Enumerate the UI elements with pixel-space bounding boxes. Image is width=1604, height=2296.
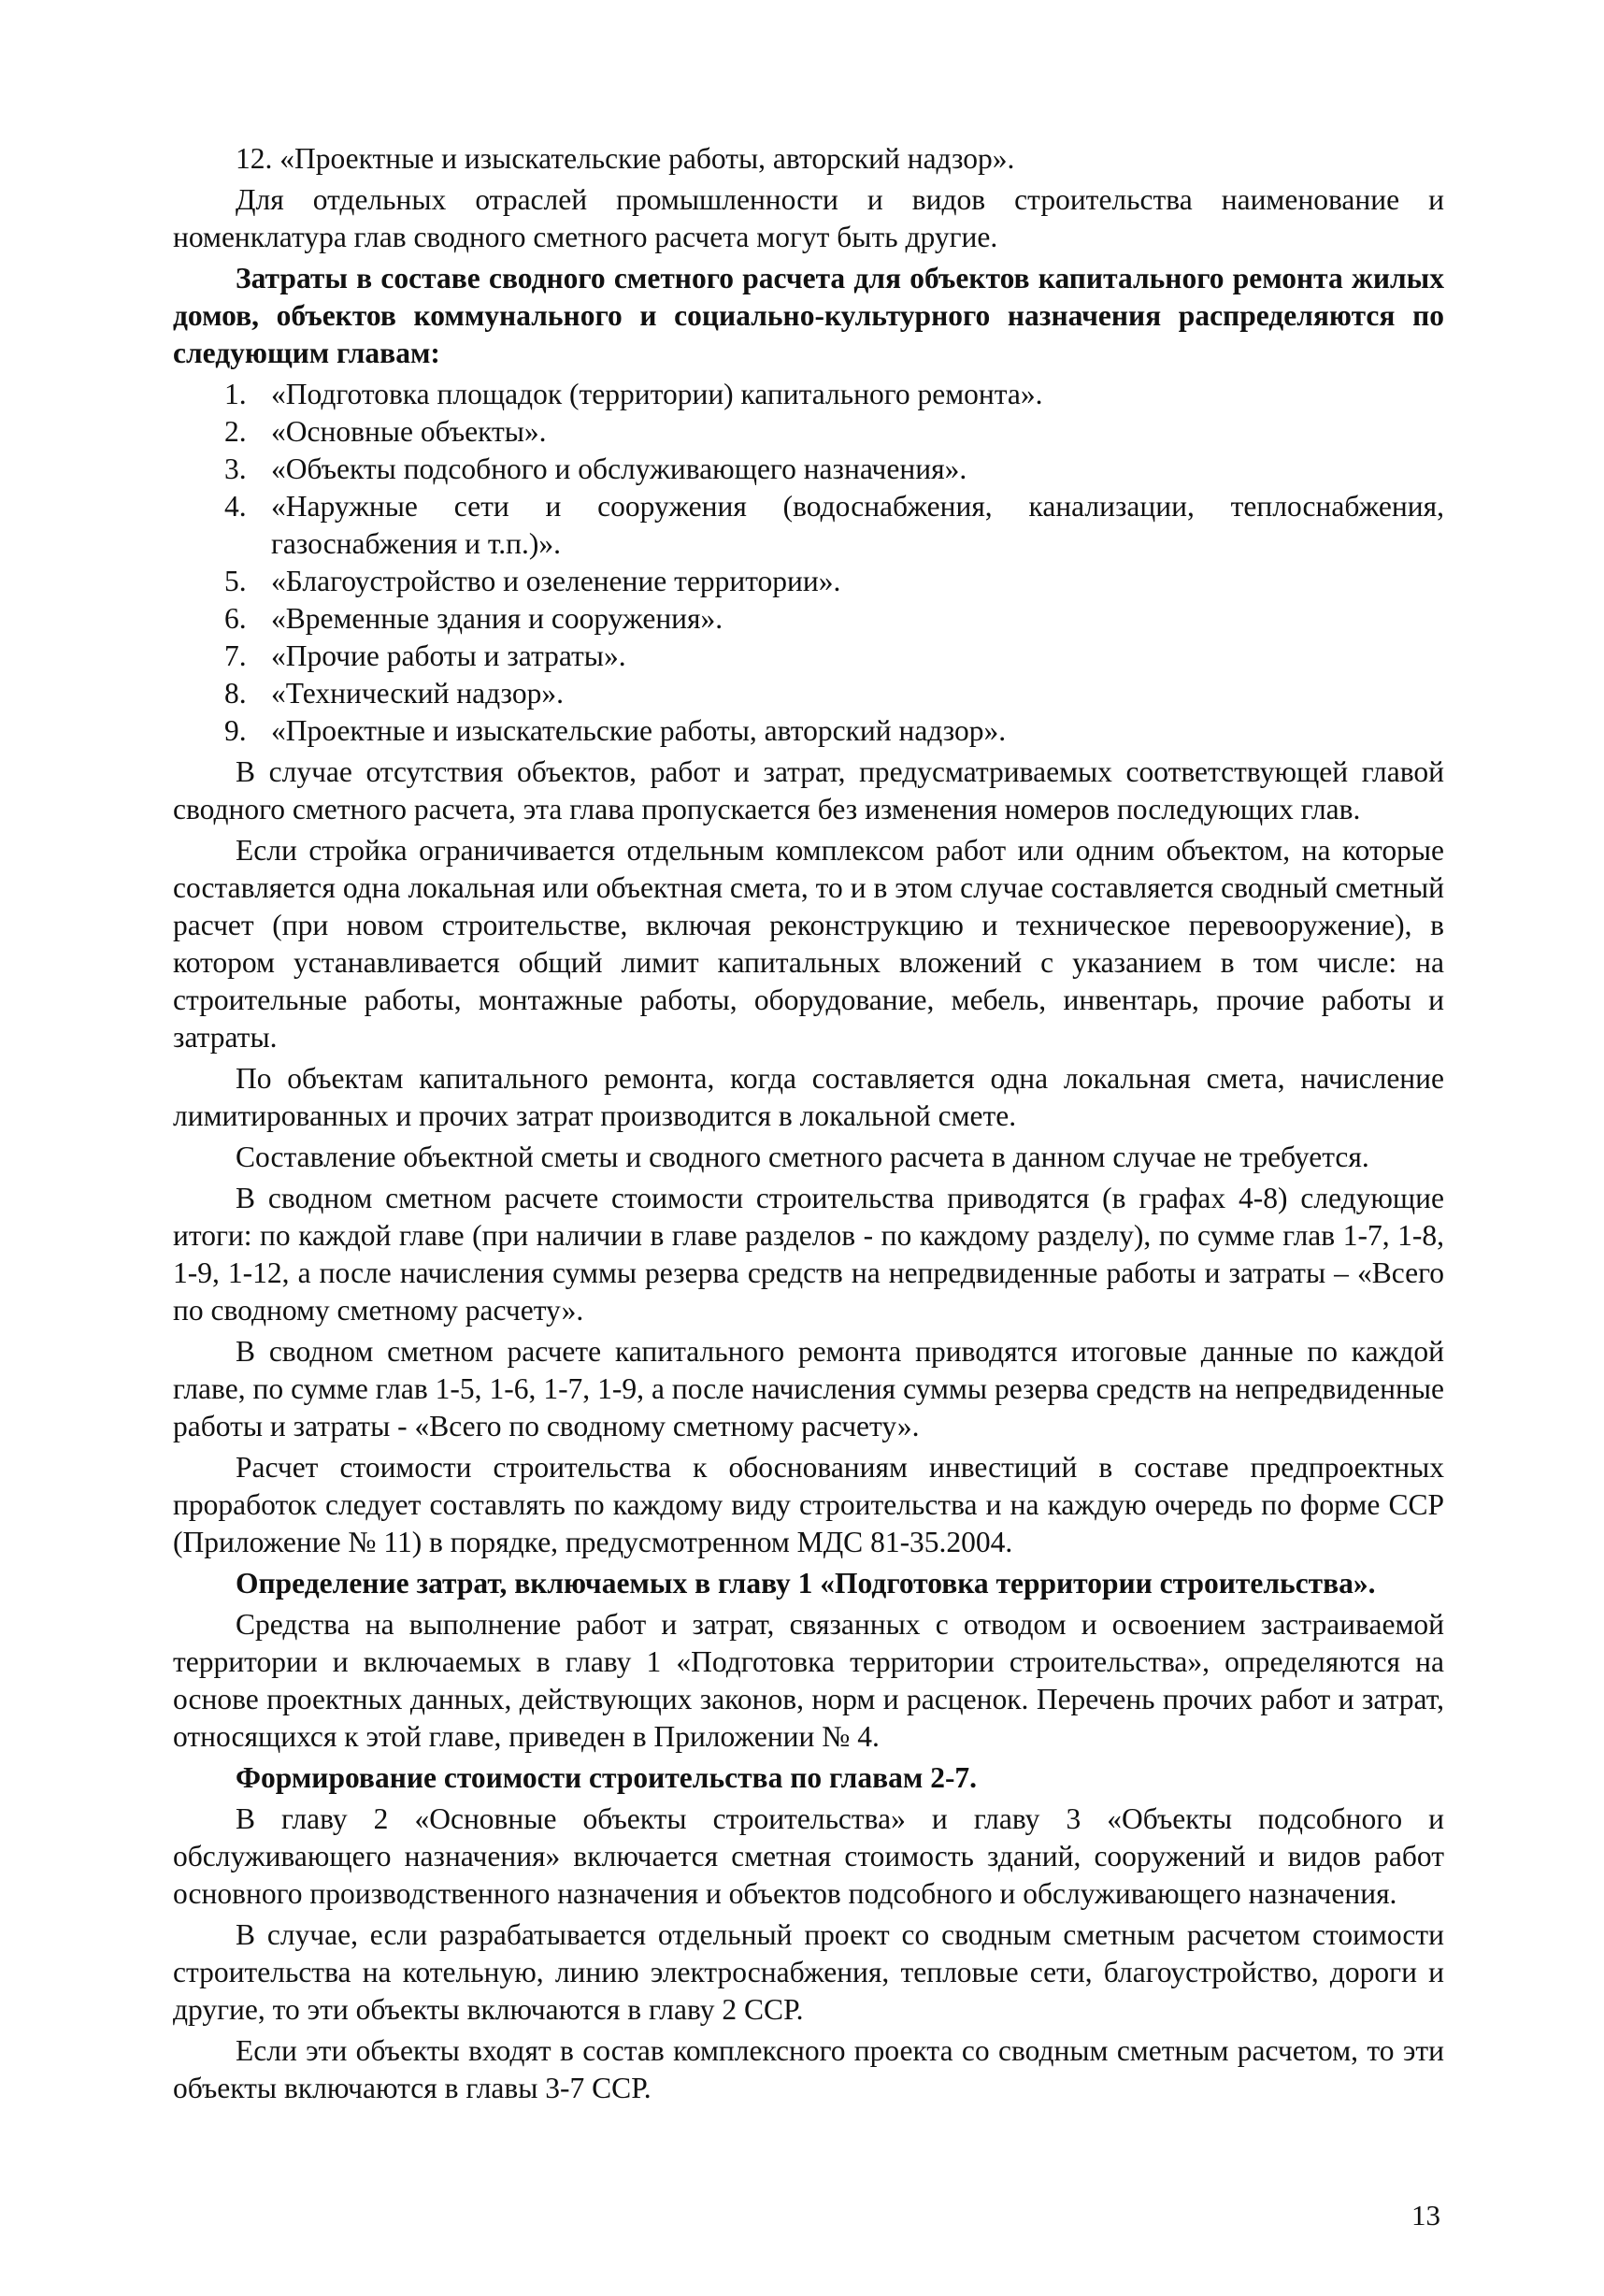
chapter-number: 8. [224,677,247,710]
chapter-list-item [173,638,1444,675]
chapter-title: «Технический надзор». [271,677,564,710]
paragraph-investment: Расчет стоимости строительства к обоснованиям инвестиций в составе предпроектных проработок следует составлять по каждому виду строительства и на каждую очередь по форме ССР (Приложение № 11) в порядке, предусмотренном МДС 81-35.2004. [173,1451,1444,1558]
paragraph-complex-project: Если эти объекты входят в состав комплексного проекта со сводным сметным расчетом, то эти объекты включаются в главы 3-7 ССР. [173,2034,1444,2104]
page-number: 13 [1411,2199,1440,2231]
document-page [173,140,1444,2111]
chapter-number: 6. [224,602,247,635]
chapter-list-item [173,488,1444,563]
heading-capital-repair: Затраты в составе сводного сметного расчета для объектов капитального ремонта жилых домов, объектов коммунального и социально-культурного назначения распределяются по следующим главам: [173,262,1444,369]
chapter-number: 7. [224,639,247,672]
chapter-title: «Прочие работы и затраты». [271,639,626,672]
heading-chapter-1: Определение затрат, включаемых в главу 1 «Подготовка территории строительства». [236,1567,1376,1600]
chapter-title: «Подготовка площадок (территории) капитального ремонта». [271,378,1043,410]
chapter-list-item [173,712,1444,750]
paragraph-totals-repair: В сводном сметном расчете капитального ремонта приводятся итоговые данные по каждой главе, по сумме глав 1-5, 1-6, 1-7, 1-9, а после начисления суммы резерва средств на непредвиденные работы и затраты - «Всего по сводному сметному расчету». [173,1335,1444,1442]
paragraph-absence: В случае отсутствия объектов, работ и затрат, предусматриваемых соответствующей главой сводного сметного расчета, эта глава пропускается без изменения номеров последующих глав. [173,755,1444,825]
chapter-number: 4. [224,490,247,523]
intro-list-item-12: 12. «Проектные и изыскательские работы, авторский надзор». [236,142,1015,175]
chapter-number: 5. [224,565,247,597]
heading-chapters-2-7: Формирование стоимости строительства по главам 2-7. [236,1761,978,1794]
chapter-list-item [173,563,1444,600]
chapter-title: «Проектные и изыскательские работы, авторский надзор». [271,714,1007,747]
paragraph-chapters-2-3: В главу 2 «Основные объекты строительства» и главу 3 «Объекты подсобного и обслуживающего назначения» включается сметная стоимость зданий, сооружений и видов работ основного производственного назначения и объектов подсобного и обслуживающего назначения. [173,1802,1444,1910]
paragraph-not-required: Составление объектной сметы и сводного сметного расчета в данном случае не требуется. [236,1141,1369,1173]
chapter-list-item [173,413,1444,451]
paragraph-industries: Для отдельных отраслей промышленности и видов строительства наименование и номенклатура глав сводного сметного расчета могут быть другие. [173,183,1444,253]
chapter-number: 3. [224,452,247,485]
chapter-list [173,376,1444,750]
chapter-list-item [173,376,1444,413]
chapter-list-item [173,600,1444,638]
chapter-title: «Основные объекты». [271,415,547,448]
chapter-number: 1. [224,378,247,410]
paragraph-separate-project: В случае, если разрабатывается отдельный проект со сводным сметным расчетом стоимости строительства на котельную, линию электроснабжения, тепловые сети, благоустройство, дороги и другие, то эти объекты включаются в главу 2 ССР. [173,1918,1444,2026]
paragraph-totals-construction: В сводном сметном расчете стоимости строительства приводятся (в графах 4-8) следующие итоги: по каждой главе (при наличии в главе разделов - по каждому разделу), по сумме глав 1-7, 1-8, 1-9, 1-12, а после начисления суммы резерва средств на непредвиденные работы и затраты – «Всего по сводному сметному расчету». [173,1182,1444,1327]
chapter-number: 9. [224,714,247,747]
chapter-list-item [173,451,1444,488]
chapter-list-item [173,675,1444,712]
paragraph-capital-local: По объектам капитального ремонта, когда составляется одна локальная смета, начисление лимитированных и прочих затрат производится в локальной смете. [173,1062,1444,1132]
chapter-title: «Наружные сети и сооружения (водоснабжения, канализации, теплоснабжения, газоснабжения и т.п.)». [271,490,1444,560]
chapter-number: 2. [224,415,247,448]
chapter-title: «Временные здания и сооружения». [271,602,723,635]
paragraph-chapter-1: Средства на выполнение работ и затрат, связанных с отводом и освоением застраиваемой территории и включаемых в главу 1 «Подготовка территории строительства», определяются на основе проектных данных, действующих законов, норм и расценок. Перечень прочих работ и затрат, относящихся к этой главе, приведен в Приложении № 4. [173,1608,1444,1753]
paragraph-single-object: Если стройка ограничивается отдельным комплексом работ или одним объектом, на которые составляется одна локальная или объектная смета, то и в этом случае составляется сводный сметный расчет (при новом строительстве, включая реконструкцию и техническое перевооружение), в котором устанавливается общий лимит капитальных вложений с указанием в том числе: на строительные работы, монтажные работы, оборудование, мебель, инвентарь, прочие работы и затраты. [173,834,1444,1054]
chapter-title: «Благоустройство и озеленение территории». [271,565,841,597]
chapter-title: «Объекты подсобного и обслуживающего назначения». [271,452,967,485]
